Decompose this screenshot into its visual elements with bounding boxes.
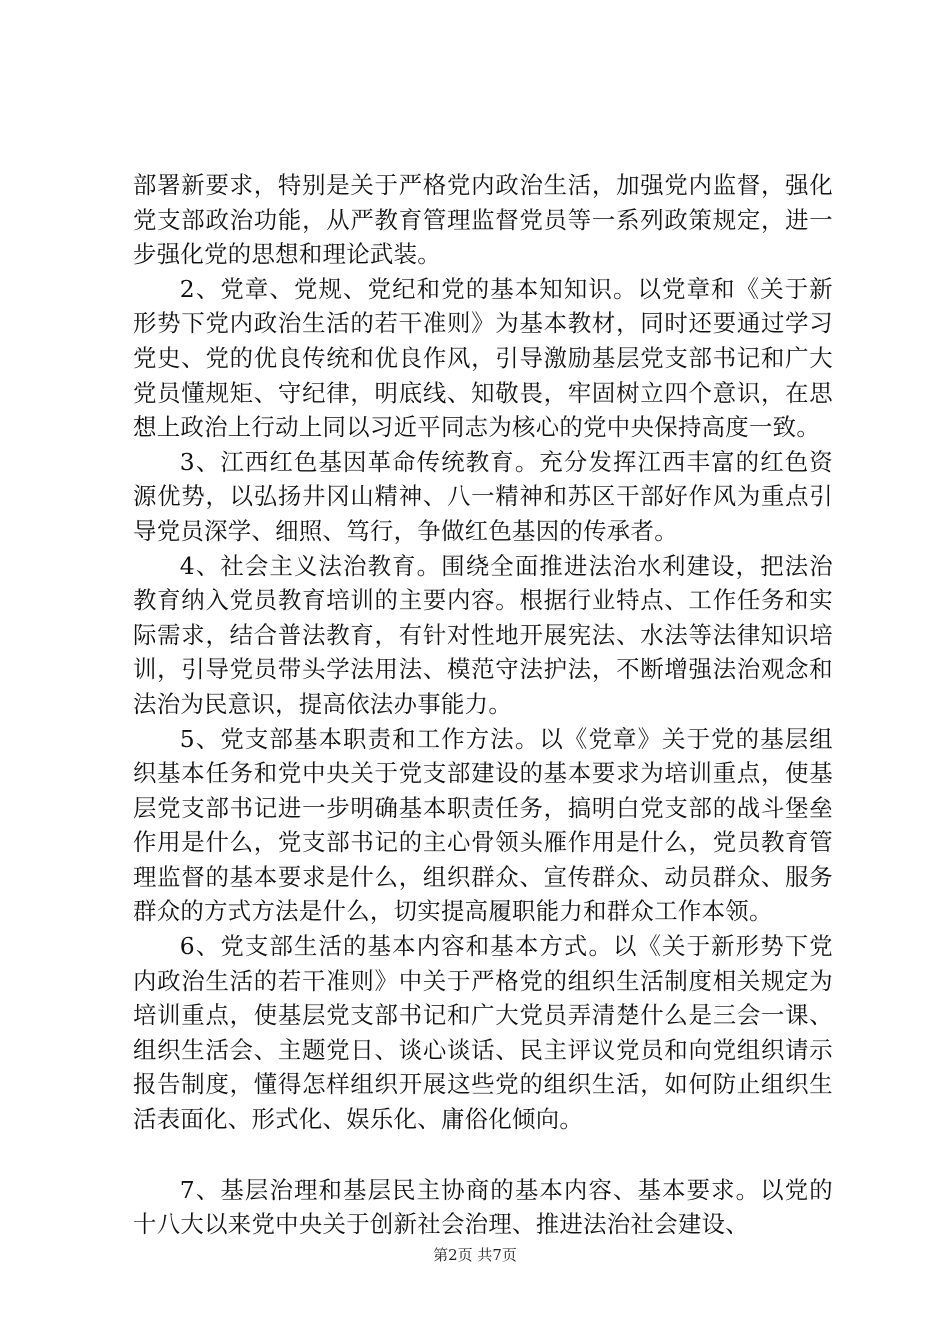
document-body	[133, 168, 833, 1242]
paragraph-3: 3、江西红色基因革命传统教育。充分发挥江西丰富的红色资源优势，以弘扬井冈山精神、八一精神和苏区干部好作风为重点引导党员深学、细照、笃行，争做红色基因的传承者。	[133, 447, 833, 545]
page-footer: 第2页 共7页	[433, 1246, 517, 1264]
paragraph-6: 6、党支部生活的基本内容和基本方式。以《关于新形势下党内政治生活的若干准则》中关于严格党的组织生活制度相关规定为培训重点，使基层党支部书记和广大党员弄清楚什么是三会一课、组织生活会、主题党日、谈心谈话、民主评议党员和向党组织请示报告制度，懂得怎样组织开展这些党的组织生活，如何防止组织生活表面化、形式化、娱乐化、庸俗化倾向。	[133, 932, 833, 1134]
paragraph-gap	[133, 1137, 833, 1173]
paragraph-1: 部署新要求，特别是关于严格党内政治生活，加强党内监督，强化党支部政治功能，从严教育管理监督党员等一系列政策规定，进一步强化党的思想和理论武装。	[133, 171, 833, 269]
paragraph-4: 4、社会主义法治教育。围绕全面推进法治水利建设，把法治教育纳入党员教育培训的主要内容。根据行业特点、工作任务和实际需求，结合普法教育，有针对性地开展宪法、水法等法律知识培训，引导党员带头学法用法、模范守法护法，不断增强法治观念和法治为民意识，提高依法办事能力。	[133, 551, 833, 718]
paragraph-2: 2、党章、党规、党纪和党的基本知知识。以党章和《关于新形势下党内政治生活的若干准则》为基本教材，同时还要通过学习党史、党的优良传统和优良作风，引导激励基层党支部书记和广大党员懂规矩、守纪律，明底线、知敬畏，牢固树立四个意识，在思想上政治上行动上同以习近平同志为核心的党中央保持高度一致。	[133, 274, 833, 442]
paragraph-7: 7、基层治理和基层民主协商的基本内容、基本要求。以党的十八大以来党中央关于创新社会治理、推进法治社会建设、	[133, 1175, 833, 1239]
paragraph-5: 5、党支部基本职责和工作方法。以《党章》关于党的基层组织基本任务和党中央关于党支部建设的基本要求为培训重点，使基层党支部书记进一步明确基本职责任务，搞明白党支部的战斗堡垒作用是什么，党支部书记的主心骨领头雁作用是什么，党员教育管理监督的基本要求是什么，组织群众、宣传群众、动员群众、服务群众的方式方法是什么，切实提高履职能力和群众工作本领。	[133, 724, 833, 926]
